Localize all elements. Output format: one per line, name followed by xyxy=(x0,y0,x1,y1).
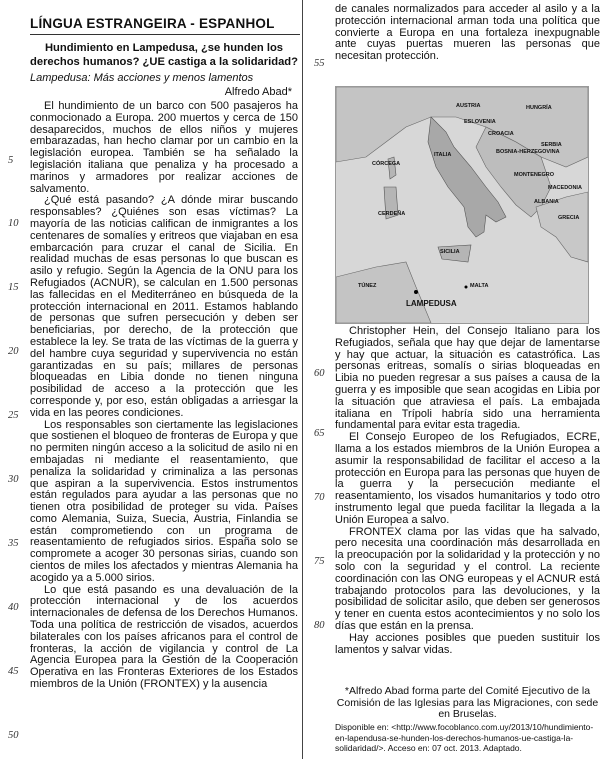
line-number: 40 xyxy=(8,602,19,613)
line-number: 45 xyxy=(8,666,19,677)
paragraph: ¿Qué está pasando? ¿A dónde mirar buscando responsables? ¿Quiénes son esas víctimas? La mayoría de las noticias califican de inmigrantes a los centenares de somalíes y eritreos que viajaban en esa embarcación para cruzar el canal de Sicilia. En realidad muchas de esas personas lo que buscan es asilo y refugio. Según la Agencia de la ONU para los Refugiados (ACNUR), se calculan en 1.500 personas las fallecidas en el Mediterráneo en búsqueda de la protección internacional en 2011. Estamos hablando de personas que sufren persecución y deben ser beneficiarias, por derecho, de la protección que establece la ley. Se trata de las víctimas de la guerra y del hambre cuya seguridad y supervivencia no están garantizadas en su país; millares de personas bloqueadas en Libia donde no tienen ninguna posibilidad de acceso a la protección que les corresponde y, por eso, están obligadas a arriesgar la vida en las peores condiciones. xyxy=(30,194,298,419)
map-label-cerdena: CERDEÑA xyxy=(378,211,406,217)
map-label-serbia: SERBIA xyxy=(541,142,562,148)
map-label-macedonia: MACEDONIA xyxy=(548,185,582,191)
line-number: 55 xyxy=(314,58,325,69)
line-number: 10 xyxy=(8,218,19,229)
map-label-montenegro: MONTENEGRO xyxy=(514,172,555,178)
right-top-body: de canales normalizados para acceder al asilo y a la protección internacional arman toda una política que convierte a Europa en una fortaleza inexpugnable ante cuyas puertas mueren las personas que necesitan protección. xyxy=(335,3,600,63)
map-label-bosnia: BOSNIA-HERZEGOVINA xyxy=(496,149,560,155)
map-label-albania: ALBANIA xyxy=(534,199,559,205)
paragraph: FRONTEX clama por las vidas que ha salvado, pero necesita una coordinación más desarrollada en la preocupación por la solidaridad y la protección y no solo con la seguridad y el control. La reciente coordinación con las ONG europeas y el ACNUR está trabajando protocolos para las devoluciones, y la posibilidad de solicitar asilo, que deben ser generosos y tener en cuenta estos acontecimientos y no solo los días que están en la prensa. xyxy=(335,525,600,632)
line-number: 50 xyxy=(8,730,19,741)
paragraph: Lo que está pasando es una devaluación de la protección internacional y de los acuerdos internacionales de defensa de los Derechos Humanos. Toda una política de restricción de visados, acuerdos bilaterales con los países africanos para el control de fronteras, la acción de vigilancia y control de La Agencia Europea para la Gestión de la Cooperación Operativa en las Fronteras Exteriores de los Estados miembros de la Unión (FRONTEX) y la ausencia xyxy=(30,583,298,691)
left-column xyxy=(0,0,300,759)
line-number: 30 xyxy=(8,474,19,485)
line-number: 75 xyxy=(314,556,325,567)
section-header: LÍNGUA ESTRANGEIRA - ESPANHOL xyxy=(30,16,275,31)
article-author: Alfredo Abad* xyxy=(224,86,292,98)
article-headline: Hundimiento en Lampedusa, ¿se hunden los derechos humanos? ¿UE castiga a la solidaridad? xyxy=(30,42,298,68)
map-label-austria: AUSTRIA xyxy=(456,103,481,109)
map-label-italia: ITALIA xyxy=(434,152,452,158)
line-number: 35 xyxy=(8,538,19,549)
map-label-lampedusa: LAMPEDUSA xyxy=(406,299,457,308)
paragraph: Hay acciones posibles que pueden sustituir los lamentos y salvar vidas. xyxy=(335,631,600,656)
paragraph: El Consejo Europeo de los Refugiados, ECRE, llama a los estados miembros de la Unión Europea a asumir la responsabilidad de facilitar el acceso a la protección en Europa para las personas que huyen de la guerra y la persecución mediante el reasentamiento, los visados humanitarios y todo otro instrumento legal que pueda facilitar la llegada a la Unión Europea a salvo. xyxy=(335,431,600,526)
line-number: 65 xyxy=(314,428,325,439)
line-number: 60 xyxy=(314,368,325,379)
line-number: 25 xyxy=(8,410,19,421)
source-citation: Disponible en: <http://www.focoblanco.com.uy/2013/10/hundimiento-en-lapendusa-se-hunden-los-derechos-humanos-ue-castiga-la-solidaridad/>. Acceso en: 07 oct. 2013. Adaptado. xyxy=(335,722,594,753)
line-number: 70 xyxy=(314,492,325,503)
paragraph: Christopher Hein, del Consejo Italiano para los Refugiados, señala que hay que dejar de lamentarse y hay que actuar, la situación es catastrófica. Las personas eritreas, somalís o sirias bloqueadas en Libia no pueden regresar a sus países a causa de la guerra y es imposible que sean acogidas en Libia por la situación que atraviesa el país. La embajada italiana en Trípoli habría sido una herramienta fundamental para evitar esta tragedia. xyxy=(335,325,600,432)
map-label-croacia: CROACIA xyxy=(488,131,514,137)
map-label-corcega: CÓRCEGA xyxy=(372,161,401,167)
article-subheadline: Lampedusa: Más acciones y menos lamentos xyxy=(30,72,254,84)
left-body xyxy=(30,101,298,691)
malta-marker xyxy=(465,286,468,289)
line-number: 20 xyxy=(8,346,19,357)
map-label-sicilia: SICILIA xyxy=(440,249,460,255)
map-label-tunez: TÚNEZ xyxy=(358,283,377,289)
column-divider xyxy=(302,0,303,759)
line-number: 80 xyxy=(314,620,325,631)
map-label-hungria: HUNGRÍA xyxy=(526,105,552,111)
line-number: 15 xyxy=(8,282,19,293)
map-label-malta: MALTA xyxy=(470,283,489,289)
map-label-grecia: GRECIA xyxy=(558,215,580,221)
right-body xyxy=(335,326,600,656)
paragraph: El hundimiento de un barco con 500 pasajeros ha conmocionado a Europa. 200 muertos y cerca de 150 desaparecidos, muchos de ellos niños y mujeres embarazadas, han hecho clamar por un cambio en la legislación europea. También se ha señalado la legislación italiana que penaliza y ha procesado a marinos y armadores por realizar acciones de salvamento. xyxy=(30,100,298,195)
header-rule xyxy=(30,34,300,35)
lampedusa-marker xyxy=(414,290,418,294)
map-figure xyxy=(335,86,589,324)
line-number: 5 xyxy=(8,155,14,166)
map-label-eslovenia: ESLOVENIA xyxy=(464,119,496,125)
author-footnote: *Alfredo Abad forma parte del Comité Ejecutivo de la Comisión de las Iglesias para las Migraciones, con sede en Bruselas. xyxy=(336,685,599,720)
paragraph: Los responsables son ciertamente las legislaciones que sostienen el bloqueo de fronteras de Europa y que no permiten ningún acceso a la solicitud de asilo ni en embajadas ni mediante el reasentamiento, que penaliza la solidaridad y criminaliza a las personas que aspiran a la supervivencia. Estos instrumentos están regulados para ayudar a las personas que no tienen otra posibilidad de proteger su vida. Países como Alemania, Suiza, Suecia, Austria, Finlandia se están comprometiendo con un programa de reasentamiento de refugiados sirios. España solo se compromete a acoger 30 personas sirias, cuando son cientos de miles los afectados y mientras Alemania ha acogido ya a 5.000 sirios. xyxy=(30,418,298,584)
